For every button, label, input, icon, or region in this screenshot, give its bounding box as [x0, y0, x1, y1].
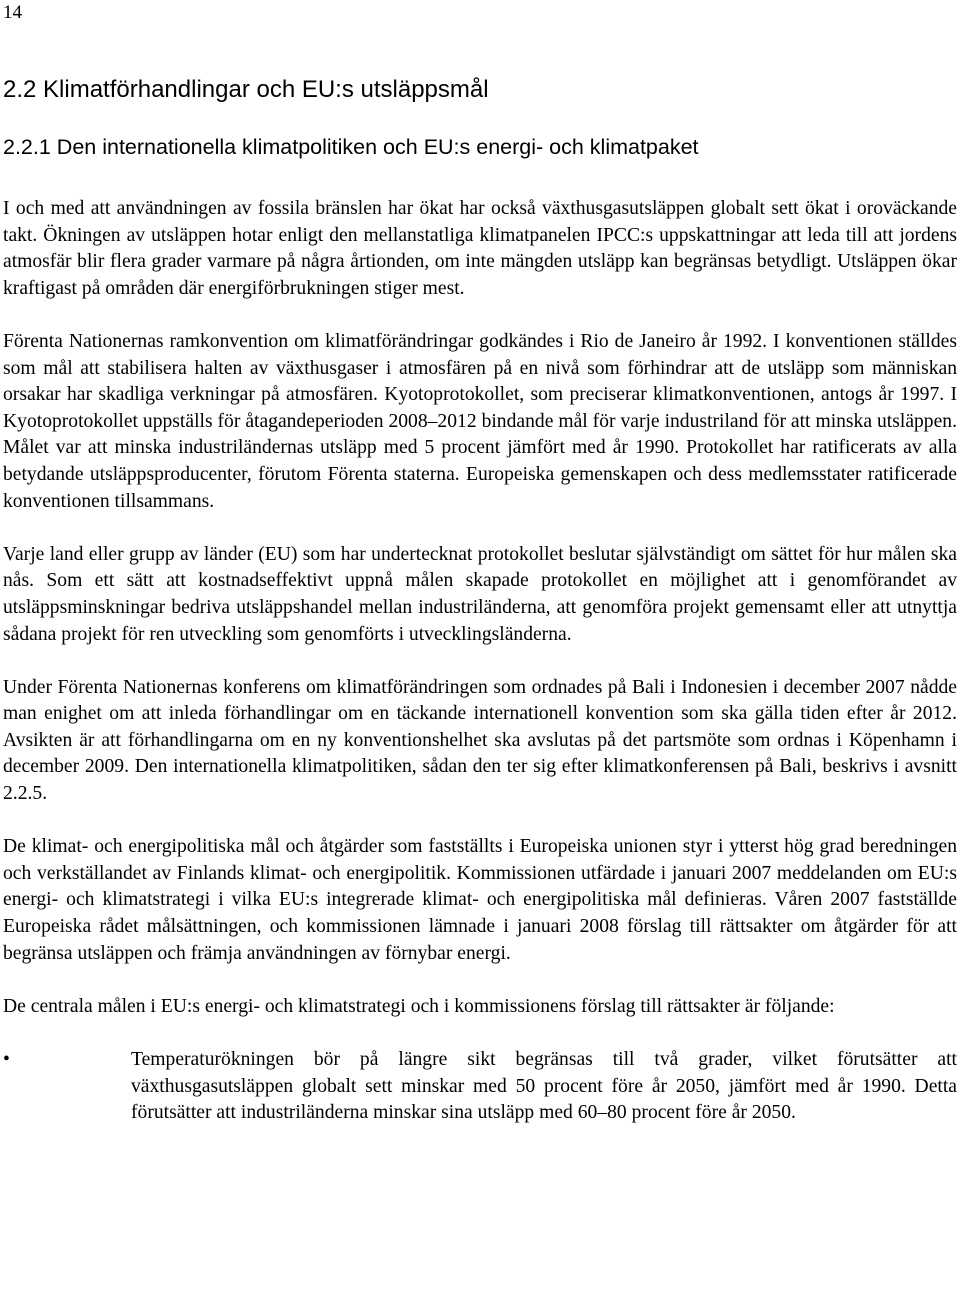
bullet-icon: • — [3, 1049, 10, 1070]
paragraph: I och med att användningen av fossila bränslen har ökat har också växthusgasutsläppen globalt sett ökat i oroväckande takt. Ökningen av utsläppen hotar enligt den mellanstatliga klimatpanelen IPCC:s uppskattningar att leda till att jordens atmosfär blir flera grader varmare på några årtionden, om inte mängden utsläpp kan begränsas betydligt. Utsläppen ökar kraftigast på områden där energiförbrukningen stiger mest. — [3, 198, 957, 299]
bullet-list — [3, 1047, 957, 1127]
section-heading: 2.2 Klimatförhandlingar och EU:s utsläppsmål — [3, 76, 489, 103]
list-item — [3, 1047, 957, 1127]
paragraph: De centrala målen i EU:s energi- och klimatstrategi och i kommissionens förslag till rättsakter är följande: — [3, 995, 835, 1017]
paragraph: De klimat- och energipolitiska mål och åtgärder som fastställts i Europeiska unionen styr i ytterst hög grad beredningen och verkställandet av Finlands klimat- och energipolitik. Kommissionen utfärdade i januari 2007 meddelanden om EU:s energi- och klimatstrategi i vilka EU:s integrerade klimat- och energipolitiska mål definieras. Våren 2007 fastställde Europeiska rådet målsättningen, och kommissionen lämnade i januari 2008 förslag till rättsakter om åtgärder för att begränsa utsläppen och främja användningen av förnybar energi. — [3, 836, 957, 964]
paragraph: Under Förenta Nationernas konferens om klimatförändringen som ordnades på Bali i Indonesien i december 2007 nådde man enighet om att inleda förhandlingar om en täckande internationell konvention som ska gälla tiden efter år 2012. Avsikten är att förhandlingarna om en ny konventionshelhet ska avslutas på det partsmöte som ordnas i Köpenhamn i december 2009. Den internationella klimatpolitiken, sådan den ter sig efter klimatkonferensen på Bali, beskrivs i avsnitt 2.2.5. — [3, 676, 957, 805]
paragraph: Varje land eller grupp av länder (EU) som har undertecknat protokollet beslutar självständigt om sättet för hur målen ska nås. Som ett sätt att kostnadseffektivt uppnå målen skapade protokollet en möjlighet att i genomförandet av utsläppsminskningar bedriva utsläppshandel mellan industriländerna, att genomföra projekt gemensamt eller att utnyttja sådana projekt för ren utveckling som genomförts i utvecklingsländerna. — [3, 543, 957, 645]
subsection-heading: 2.2.1 Den internationella klimatpolitiken och EU:s energi- och klimatpaket — [3, 135, 699, 159]
body-text — [3, 196, 957, 1127]
page-number: 14 — [3, 2, 22, 23]
paragraph: Förenta Nationernas ramkonvention om klimatförändringar godkändes i Rio de Janeiro år 1992. I konventionen ställdes som mål att stabilisera halten av växthusgaser i atmosfären på en nivå som förhindrar att de utsläpp som människan orsakar har skadliga verkningar på atmosfären. Kyotoprotokollet, som preciserar klimatkonventionen, antogs år 1997. I Kyotoprotokollet uppställs för åtagandeperioden 2008–2012 bindande mål för varje industriland för att minska utsläppen. Målet var att minska industriländernas utsläpp med 5 procent jämfört med år 1990. Protokollet har ratificerats av alla betydande utsläppsproducenter, förutom Förenta staterna. Europeiska gemenskapen och dess medlemsstater ratificerade konventionen tillsammans. — [3, 330, 957, 512]
list-item-text: Temperaturökningen bör på längre sikt begränsas till två grader, vilket förutsätter att växthusgasutsläppen globalt sett minskar med 50 procent före år 2050, jämfört med år 1990. Detta förutsätter att industriländerna minskar sina utsläpp med 60–80 procent före år 2050. — [131, 1049, 957, 1124]
